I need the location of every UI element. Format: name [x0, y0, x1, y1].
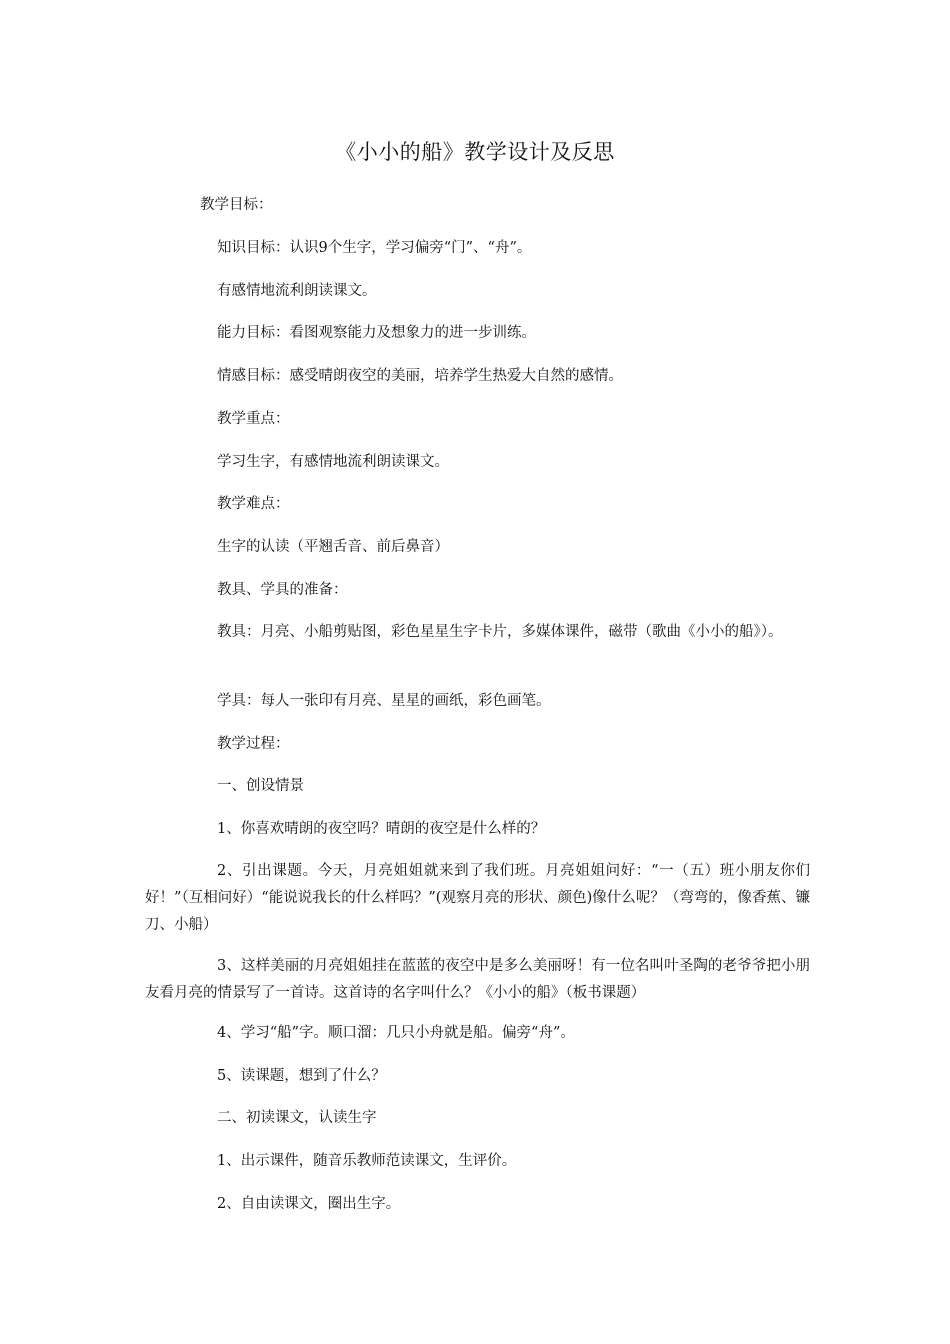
paragraph-key-points: 学习生字，有感情地流利朗读课文。: [217, 454, 449, 470]
paragraph-teacher-materials: 教具：月亮、小船剪贴图，彩色星星生字卡片，多媒体课件，磁带（歌曲《小小的船》）。: [217, 624, 783, 640]
document-title: 《小小的船》教学设计及反思: [335, 140, 615, 164]
paragraph-difficulties: 生字的认读（平翘舌音、前后鼻音）: [217, 539, 449, 555]
paragraph-ability-goal: 能力目标：看图观察能力及想象力的进一步训练。: [217, 325, 536, 341]
paragraph-section-one: 一、创设情景: [217, 778, 304, 794]
paragraph-step-5: 5、读课题，想到了什么？: [217, 1068, 386, 1084]
paragraph-step-3: 3、这样美丽的月亮姐姐挂在蓝蓝的夜空中是多么美丽呀！有一位名叫叶圣陶的老爷爷把小朋友看月亮的情景写了一首诗。这首诗的名字叫什么？《小小的船》（板书课题）: [145, 958, 810, 1001]
paragraph-materials-heading: 教具、学具的准备：: [217, 582, 348, 598]
paragraph-knowledge-goal: 知识目标：认识9个生字，学习偏旁“门”、“舟”。: [217, 240, 532, 256]
paragraph-section-two-step-1: 1、出示课件，随音乐教师范读课文，生评价。: [217, 1153, 517, 1169]
paragraph-step-1: 1、你喜欢晴朗的夜空吗？晴朗的夜空是什么样的？: [217, 821, 546, 837]
paragraph-section-two: 二、初读课文，认读生字: [217, 1110, 377, 1126]
paragraph-reading-goal: 有感情地流利朗读课文。: [217, 283, 377, 299]
paragraph-step-4: 4、学习“船”字。顺口溜：几只小舟就是船。偏旁“舟”。: [217, 1025, 575, 1041]
paragraph-difficulties-heading: 教学难点：: [217, 496, 290, 512]
paragraph-section-two-step-2: 2、自由读课文，圈出生字。: [217, 1196, 401, 1212]
paragraph-emotion-goal: 情感目标：感受晴朗夜空的美丽，培养学生热爱大自然的感情。: [217, 368, 623, 384]
paragraph-key-points-heading: 教学重点：: [217, 411, 290, 427]
paragraph-student-materials: 学具：每人一张印有月亮、星星的画纸，彩色画笔。: [217, 693, 551, 709]
paragraph-process-heading: 教学过程：: [217, 736, 290, 752]
paragraph-step-2: 2、引出课题。今天，月亮姐姐就来到了我们班。月亮姐姐问好：“一（五）班小朋友你们好！”（互相问好）“能说说我长的什么样吗？”(观察月亮的形状、颜色)像什么呢？（弯弯的，像香蕉、镰刀、小船）: [145, 863, 810, 933]
paragraph-teaching-goals: 教学目标：: [200, 197, 273, 213]
